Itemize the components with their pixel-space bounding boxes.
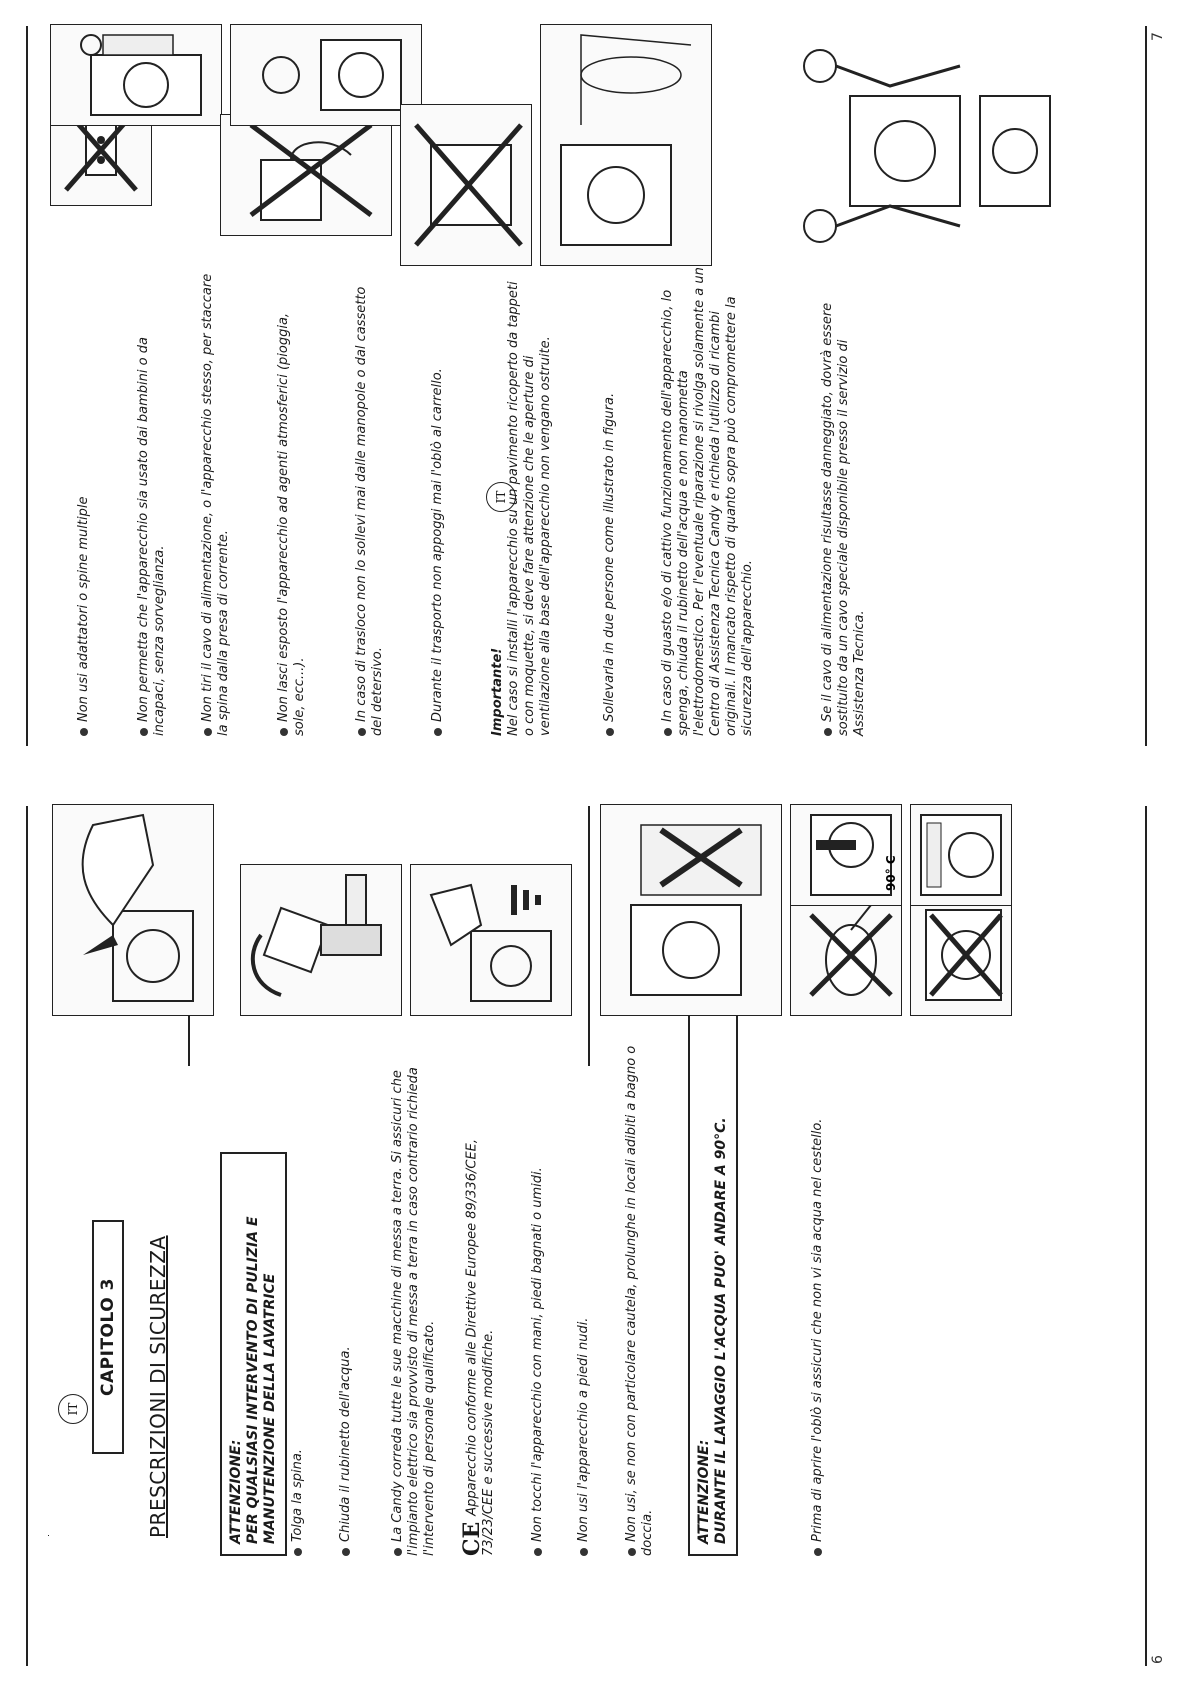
illus-ventilation <box>540 24 712 266</box>
warning-head: ATTENZIONE: <box>228 1439 244 1544</box>
warning-body: PER QUALSIASI INTERVENTO DI PULIZIA E MANUTENZIONE DELLA LAVATRICE <box>245 1216 278 1544</box>
bullet-dot-icon <box>280 728 288 736</box>
bullet-grounding: La Candy correda tutte le sue macchine di messa a terra. Si assicuri che l'impianto elettrico sia provvisto di messa a terra in caso contrario richieda l'intervento di personale qualificato. <box>390 1067 437 1556</box>
bullet-two-people: Sollevarla in due persone come illustrato in figura. <box>602 276 618 736</box>
bullet-dot-icon <box>358 728 366 736</box>
plug-hand-icon <box>53 805 213 1015</box>
water-tap-icon <box>241 865 401 1015</box>
two-people-lift-icon <box>740 26 1060 266</box>
bullet-moving: In caso di trasloco non lo sollevi mai dalle manopole o dal cassetto del detersivo. <box>354 286 385 736</box>
illus-extension <box>790 894 902 1016</box>
warning-head-2: ATTENZIONE: <box>696 1439 712 1544</box>
illus-wet-feet <box>600 804 782 1016</box>
rule-top-right <box>1145 26 1147 746</box>
illus-grounding <box>410 864 572 1016</box>
illus-hot-water <box>790 804 902 906</box>
washer-wet-floor-icon <box>601 805 781 1015</box>
thermometer-icon <box>791 805 901 905</box>
rule-top-left <box>1145 806 1147 1666</box>
child-washer-icon <box>51 25 221 125</box>
bullet-dot-icon <box>628 1548 636 1556</box>
ce-compliance <box>459 1116 497 1556</box>
bullet-dot-icon <box>140 728 148 736</box>
bullet-no-adapters: Non usi adattatori o spine multiple <box>76 296 92 736</box>
bullet-dot-icon <box>204 728 212 736</box>
page-title: PRESCRIZIONI DI SICUREZZA <box>146 1235 170 1538</box>
bullet-dot-icon <box>80 728 88 736</box>
right-lang-badge: IT <box>486 482 516 512</box>
bullet-dot-icon <box>580 1548 588 1556</box>
ground-plug-icon <box>411 865 571 1015</box>
rule-bottom-left <box>26 806 28 1666</box>
illus-lift-knobs <box>400 104 532 266</box>
left-page-number: 6 <box>1150 1655 1166 1664</box>
illus-unplug <box>52 804 214 1016</box>
washer-door-cross-icon <box>911 895 1011 1015</box>
chapter-box: CAPITOLO 3 <box>92 1220 124 1454</box>
right-page-number: 7 <box>1150 32 1166 41</box>
warning-box-maintenance <box>220 1152 287 1556</box>
left-page-top-rule <box>48 1535 49 1536</box>
bullet-bare-feet: Non usi l'apparecchio a piedi nudi. <box>576 1036 592 1556</box>
rule-bottom-right <box>26 26 28 746</box>
washer-carpet-icon <box>541 25 711 265</box>
illus-tap <box>240 864 402 1016</box>
sun-rain-icon <box>231 25 421 125</box>
bullet-close-tap: Chiuda il rubinetto dell'acqua. <box>338 1086 354 1556</box>
illus-two-people <box>740 26 1060 266</box>
ce-mark-logo: CE <box>459 1521 485 1556</box>
rule-text-illus-left <box>588 806 590 1066</box>
bullet-malfunction: In caso di guasto e/o di cattivo funzionamento dell'apparecchio, lo spenga, chiuda il rubinetto dell'acqua e non manometta l'elettrodomestico. Per l'eventuale riparazione si rivolga solamente a un Centro di Assistenza Tecnica Candy e richieda l'utilizzo di ricambi originali. Il mancato rispetto di quanto sopra può compromettere la sicurezza dell'apparecchio. <box>660 267 755 736</box>
bullet-dot-icon <box>534 1548 542 1556</box>
important-note <box>490 276 554 736</box>
cord-pull-cross-icon <box>221 115 391 235</box>
bullet-wet-hands: Non tocchi l'apparecchio con mani, piedi bagnati o umidi. <box>530 996 546 1556</box>
left-lang-badge: IT <box>58 1394 88 1424</box>
bullet-dot-icon <box>342 1548 350 1556</box>
bullet-children: Non permetta che l'apparecchio sia usato dai bambini o da incapaci, senza sorveglianza. <box>136 337 167 736</box>
lift-cross-icon <box>401 105 531 265</box>
warning-box-hot-water <box>688 952 738 1556</box>
illus-door-check <box>910 894 1012 1016</box>
bullet-unplug: Tolga la spina. <box>290 1086 306 1556</box>
bullet-dot-icon <box>606 728 614 736</box>
temp-label: 90° C <box>884 855 898 891</box>
illus-pull-cord <box>220 114 392 236</box>
bullet-dot-icon <box>814 1548 822 1556</box>
warning-body-2: DURANTE IL LAVAGGIO L'ACQUA PUO' ANDARE A 90°C. <box>713 1117 729 1544</box>
illus-children <box>50 24 222 126</box>
bullet-dot-icon <box>294 1548 302 1556</box>
ce-text: Apparecchio conforme alle Direttive Europee 89/336/CEE, 73/23/CEE e successive modifiche. <box>464 1138 496 1556</box>
extension-cord-icon <box>791 895 901 1015</box>
rotated-scan <box>20 26 1170 1666</box>
illus-weather <box>230 24 422 126</box>
bullet-open-door: Prima di aprire l'oblò si assicuri che non vi sia acqua nel cestello. <box>810 1036 826 1556</box>
important-body: Nel caso si installi l'apparecchio su un pavimento ricoperto da tappeti o con moquette, si deve fare attenzione che le aperture di ventilazione alla base dell'apparecchio non vengano ostruite. <box>506 281 553 736</box>
bullet-dot-icon <box>664 728 672 736</box>
bullet-extensions: Non usi, se non con particolare cautela, prolunghe in locali adibiti a bagno o doccia. <box>624 1045 655 1556</box>
bullet-dot-icon <box>824 728 832 736</box>
illus-control-panel <box>910 804 1012 906</box>
bullet-transport: Durante il trasporto non appoggi mai l'oblò al carrello. <box>430 316 446 736</box>
bullet-dot-icon <box>394 1548 402 1556</box>
bullet-dot-icon <box>434 728 442 736</box>
washer-panel-icon <box>911 805 1011 905</box>
bullet-damaged-cord: Se il cavo di alimentazione risultasse danneggiato, dovrà essere sostituito da un cavo speciale disponibile presso il servizio di Assistenza Tecnica. <box>820 302 867 736</box>
bullet-pull-cord: Non tiri il cavo di alimentazione, o l'apparecchio stesso, per staccare la spina dalla presa di corrente. <box>200 273 231 736</box>
bullet-weather: Non lasci esposto l'apparecchio ad agenti atmosferici (pioggia, sole, ecc...). <box>276 312 307 736</box>
important-head: Importante! <box>490 647 505 736</box>
